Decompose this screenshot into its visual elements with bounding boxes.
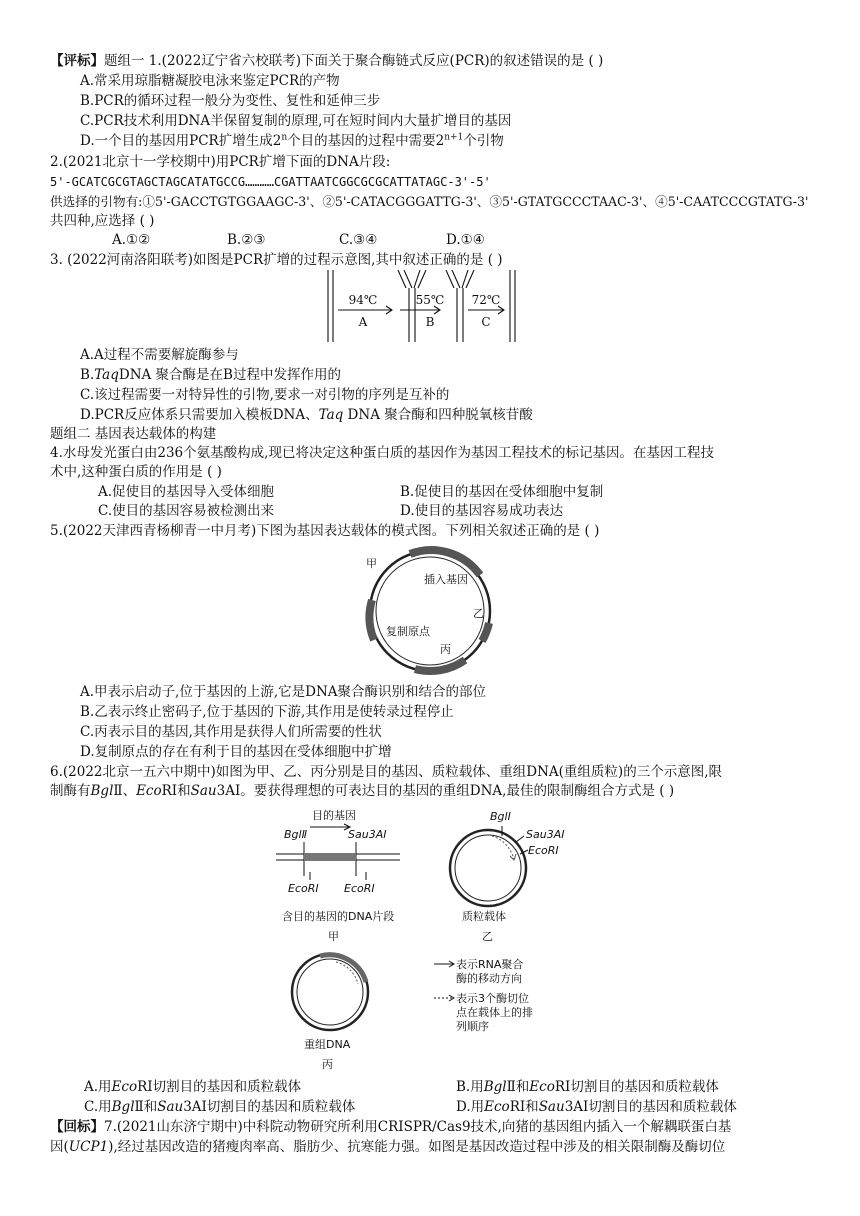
plasmid-bgl: BglⅠ [490, 810, 511, 823]
q4-option-c: C.使目的基因容易被检测出来 [98, 503, 275, 519]
q2-option-b: B.②③ [227, 232, 266, 248]
q1-option-c: C.PCR技术利用DNA半保留复制的原理,可在短时间内大量扩增目的基因 [80, 113, 512, 129]
q1-option-d: D.一个目的基因用PCR扩增生成2$^n$个目的基因的过程中需要$2^{n+1}$个引物 [80, 132, 504, 149]
q3-option-c: C.该过程需要一对特异性的引物,要求一对引物的序列是互补的 [80, 387, 450, 403]
q5-option-c: C.丙表示目的基因,其作用是获得人们所需要的性状 [80, 724, 382, 740]
q4-option-d: D.使目的基因容易成功表达 [400, 503, 564, 519]
legend-dashed-text-3: 列顺序 [456, 1020, 489, 1033]
question-1-stem: 【评标】题组一 1.(2022辽宁省六校联考)下面关于聚合酶链式反应(PCR)的叙述错误的是 ( ) [50, 53, 604, 69]
q5-option-d: D.复制原点的存在有利于目的基因在受体细胞中扩增 [80, 744, 392, 760]
q4-option-a: A.促使目的基因导入受体细胞 [98, 484, 275, 500]
q3-option-a: A.A过程不需要解旋酶参与 [80, 347, 239, 363]
plasmid-caption: 质粒载体 [462, 910, 506, 923]
q3-option-d: D.PCR反应体系只需要加入模板DNA、Taq DNA 聚合酶和四种脱氧核苷酸 [80, 407, 533, 423]
question-5-stem: 5.(2022天津西青杨柳青一中月考)下图为基因表达载体的模式图。下列相关叙述正确的是 ( ) [50, 523, 600, 539]
primer-list: 供选择的引物有:①5'-GACCTGTGGAAGC-3'、②5'-CATACGGGATTG-3'、③5'-GTATGCCCTAAC-3'、④5'-CAATCCCGTATG-3' [50, 194, 809, 209]
step-b: B [425, 315, 435, 329]
legend-arrow-text-2: 酶的移动方向 [456, 972, 522, 985]
bgl-label: BglⅡ [284, 828, 307, 841]
question-7-stem-cont: 因(UCP1),经过基因改造的猪瘦肉率高、脂肪少、抗寒能力强。如图是基因改造过程中涉及的相关限制酶及酶切位 [50, 1139, 726, 1155]
eco-label-1: EcoRⅠ [288, 882, 319, 895]
dna-sequence: 5'-GCATCGCGTAGCTAGCATATGCCG…………CGATTAATCGGCGCGCATTATAGC-3'-5' [50, 175, 491, 189]
q3-option-b: B.TaqDNA 聚合酶是在B过程中发挥作用的 [80, 367, 341, 383]
label-bing: 丙 [440, 643, 451, 656]
q2-choose: 共四种,应选择 ( ) [50, 213, 155, 229]
question-7-stem: 【回标】7.(2021山东济宁期中)中科院动物研究所利用CRISPR/Cas9技术,向猪的基因组内插入一个解耦联蛋白基 [50, 1119, 732, 1135]
return-tag: 【回标】 [50, 1119, 104, 1135]
q4-option-b: B.促使目的基因在受体细胞中复制 [400, 484, 604, 500]
eco-label-2: EcoRⅠ [344, 882, 375, 895]
q2-option-d: D.①④ [446, 232, 485, 248]
step-a: A [358, 315, 368, 329]
temp-b: 55℃ [415, 293, 445, 307]
legend-arrow-text-1: 表示RNA聚合 [456, 958, 524, 971]
q1-option-b: B.PCR的循环过程一般分为变性、复性和延伸三步 [80, 93, 381, 109]
question-2-stem: 2.(2021北京十一学校期中)用PCR扩增下面的DNA片段: [50, 154, 391, 170]
label-yi: 乙 [473, 607, 484, 620]
plasmid-yi: 乙 [482, 930, 493, 943]
question-6-stem-cont: 制酶有BglⅡ、EcoRⅠ和Sau3AⅠ。要获得理想的可表达目的基因的重组DNA,最佳的限制酶组合方式是 ( ) [50, 783, 675, 799]
temp-a: 94℃ [348, 293, 378, 307]
label-ori: 复制原点 [386, 625, 430, 638]
q2-option-a: A.①② [112, 232, 151, 248]
question-4-stem: 4.水母发光蛋白由236个氨基酸构成,现已将决定这种蛋白质的基因作为基因工程技术的标记基因。在基因工程技 [50, 445, 714, 461]
plasmid-eco: EcoRⅠ [528, 844, 559, 857]
restriction-enzyme-figure [270, 806, 590, 1072]
question-6-stem: 6.(2022北京一五六中期中)如图为甲、乙、丙分别是目的基因、质粒载体、重组DNA(重组质粒)的三个示意图,限 [50, 764, 722, 780]
q6-option-b: B.用BglⅡ和EcoRⅠ切割目的基因和质粒载体 [456, 1079, 719, 1095]
fragment-jia: 甲 [328, 930, 339, 943]
temp-c: 72℃ [471, 293, 501, 307]
q2-option-c: C.③④ [339, 232, 378, 248]
legend-dashed-text-2: 点在载体上的排 [456, 1006, 533, 1019]
pcr-process-figure [320, 270, 520, 342]
fragment-caption: 含目的基因的DNA片段 [282, 910, 395, 923]
label-jia: 甲 [366, 557, 377, 570]
recombinant-caption: 重组DNA [304, 1038, 351, 1051]
recombinant-bing: 丙 [322, 1058, 333, 1071]
q5-option-b: B.乙表示终止密码子,位于基因的下游,其作用是使转录过程停止 [80, 704, 454, 720]
q6-option-d: D.用EcoRⅠ和Sau3AⅠ切割目的基因和质粒载体 [456, 1099, 737, 1115]
expression-vector-figure [360, 545, 500, 677]
plasmid-sau: Sau3AⅠ [526, 828, 565, 841]
q5-option-a: A.甲表示启动子,位于基因的上游,它是DNA聚合酶识别和结合的部位 [80, 684, 487, 700]
step-c: C [481, 315, 491, 329]
q6-option-c: C.用BglⅡ和Sau3AⅠ切割目的基因和质粒载体 [84, 1099, 356, 1115]
sau-label-fragment: Sau3AⅠ [348, 828, 387, 841]
group-2-heading: 题组二 基因表达载体的构建 [50, 426, 217, 442]
q1-option-a: A.常采用琼脂糖凝胶电泳来鉴定PCR的产物 [80, 73, 340, 89]
q6-option-a: A.用EcoRⅠ切割目的基因和质粒载体 [84, 1079, 302, 1095]
review-tag: 【评标】 [50, 53, 104, 69]
gene-label: 目的基因 [312, 809, 356, 822]
question-4-stem-cont: 术中,这种蛋白质的作用是 ( ) [50, 464, 222, 480]
legend-dashed-text-1: 表示3个酶切位 [456, 992, 529, 1005]
question-3-stem: 3. (2022河南洛阳联考)如图是PCR扩增的过程示意图,其中叙述正确的是 ( ) [50, 252, 503, 268]
label-insert-gene: 插入基因 [424, 573, 468, 586]
